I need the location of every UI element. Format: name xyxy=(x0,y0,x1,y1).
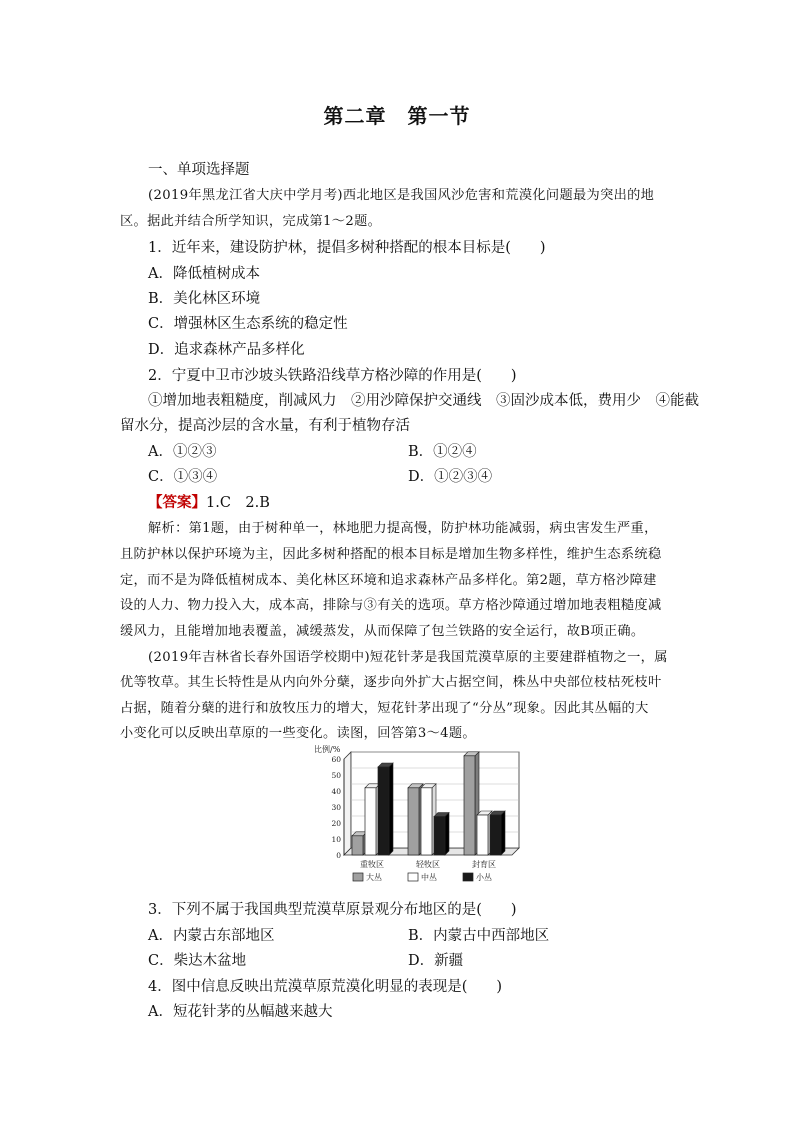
q2-desc-line-1: ①增加地表粗糙度，削减风力 ②用沙障保护交通线 ③固沙成本低，费用少 ④能截 xyxy=(148,393,699,409)
q2-option-c: C．①③④ xyxy=(148,469,218,485)
q2-option-d: D．①②③④ xyxy=(408,469,493,485)
y-tick-label: 40 xyxy=(331,787,341,796)
explanation-label: 解析 xyxy=(148,521,176,536)
legend-swatch xyxy=(408,873,418,881)
q3-option-a: A．内蒙古东部地区 xyxy=(148,928,275,944)
q1-option-a: A．降低植树成本 xyxy=(148,266,260,282)
page-title: 第二章 第一节 xyxy=(323,104,471,128)
bar xyxy=(464,756,475,855)
x-tick-label: 重牧区 xyxy=(360,860,384,869)
q1-option-c: C．增强林区生态系统的稳定性 xyxy=(148,316,348,332)
legend-label: 中丛 xyxy=(421,873,437,882)
bar xyxy=(352,836,363,855)
q3-option-d: D．新疆 xyxy=(408,953,464,969)
legend-swatch xyxy=(353,873,363,881)
chart-side-wall xyxy=(344,752,351,855)
legend-swatch xyxy=(463,873,473,881)
explanation-line-5: 缓风力，且能增加地表覆盖，减缓蒸发，从而保障了包兰铁路的安全运行，故B项正确。 xyxy=(120,624,645,639)
y-tick-label: 20 xyxy=(331,819,341,828)
legend-label: 小丛 xyxy=(476,873,492,882)
bar xyxy=(421,788,432,855)
q2-stem: 2．宁夏中卫市沙坡头铁路沿线草方格沙障的作用是( ) xyxy=(148,368,517,384)
bar-side xyxy=(389,763,393,855)
intro2-line-3: 占据，随着分蘖的进行和放牧压力的增大，短花针茅出现了“分丛”现象。因此其丛幅的大 xyxy=(120,701,649,716)
y-axis-label: 比例/% xyxy=(314,745,341,754)
x-tick-label: 轻牧区 xyxy=(416,860,440,869)
intro1-line-2: 区。据此并结合所学知识，完成第1～2题。 xyxy=(120,214,382,229)
explanation-line-2: 且防护林以保护环境为主，因此多树种搭配的根本目标是增加生物多样性，维护生态系统稳 xyxy=(120,547,662,562)
x-tick-label: 封育区 xyxy=(472,860,496,869)
intro1-line-1: (2019年黑龙江省大庆中学月考)西北地区是我国风沙危害和荒漠化问题最为突出的地 xyxy=(148,188,655,203)
q2-option-b: B．①②④ xyxy=(408,444,477,460)
answer-tag: 【答案】 xyxy=(148,494,206,511)
q3-option-c: C．柴达木盆地 xyxy=(148,953,247,969)
explanation-line-3: 定，而不是为降低植树成本、美化林区环境和追求森林产品多样化。第2题，草方格沙障建 xyxy=(120,573,657,588)
y-tick-label: 30 xyxy=(331,803,341,812)
q2-desc-line-2: 留水分，提高沙层的含水量，有利于植物存活 xyxy=(120,418,410,434)
bar xyxy=(477,815,488,855)
bar xyxy=(434,817,445,855)
y-tick-label: 10 xyxy=(331,835,341,844)
explanation-line-4: 设的人力、物力投入大，成本高，排除与③有关的选项。草方格沙障通过增加地表粗糙度减 xyxy=(120,598,662,613)
intro2-line-4: 小变化可以反映出草原的一些变化。读图，回答第3～4题。 xyxy=(120,726,476,741)
q1-option-d: D．追求森林产品多样化 xyxy=(148,342,305,358)
y-tick-label: 0 xyxy=(336,851,341,860)
q3-option-b: B．内蒙古中西部地区 xyxy=(408,928,550,944)
bar xyxy=(490,815,501,855)
q4-stem: 4．图中信息反映出荒漠草原荒漠化明显的表现是( ) xyxy=(148,979,503,995)
bar-chart-svg xyxy=(308,742,528,892)
intro2-line-2: 优等牧草。其生长特性是从内向外分蘖，逐步向外扩大占据空间，株丛中央部位枝枯死枝叶 xyxy=(120,675,662,690)
explanation-text-1: ：第1题，由于树种单一，林地肥力提高慢，防护林功能减弱，病虫害发生严重， xyxy=(175,521,658,536)
bar xyxy=(365,788,376,855)
bar xyxy=(378,767,389,855)
q1-option-b: B．美化林区环境 xyxy=(148,291,261,307)
bar-chart xyxy=(308,742,528,892)
bar-side xyxy=(501,811,505,855)
explanation-line-1 xyxy=(148,519,658,539)
y-tick-label: 50 xyxy=(331,771,341,780)
q2-option-a: A．①②③ xyxy=(148,444,217,460)
q3-stem: 3．下列不属于我国典型荒漠草原景观分布地区的是( ) xyxy=(148,902,517,918)
q4-option-a: A．短花针茅的丛幅越来越大 xyxy=(148,1004,333,1020)
bar xyxy=(408,788,419,855)
bar-side xyxy=(445,813,449,855)
q1-stem: 1．近年来，建设防护林，提倡多树种搭配的根本目标是( ) xyxy=(148,240,546,256)
section-heading: 一、单项选择题 xyxy=(148,162,250,178)
intro2-line-1: (2019年吉林省长春外国语学校期中)短花针茅是我国荒漠草原的主要建群植物之一，属 xyxy=(148,650,668,665)
answer-text: 1.C 2.B xyxy=(206,495,270,511)
y-tick-label: 60 xyxy=(331,755,341,764)
legend-label: 大丛 xyxy=(366,873,382,882)
answer-line xyxy=(148,493,270,513)
